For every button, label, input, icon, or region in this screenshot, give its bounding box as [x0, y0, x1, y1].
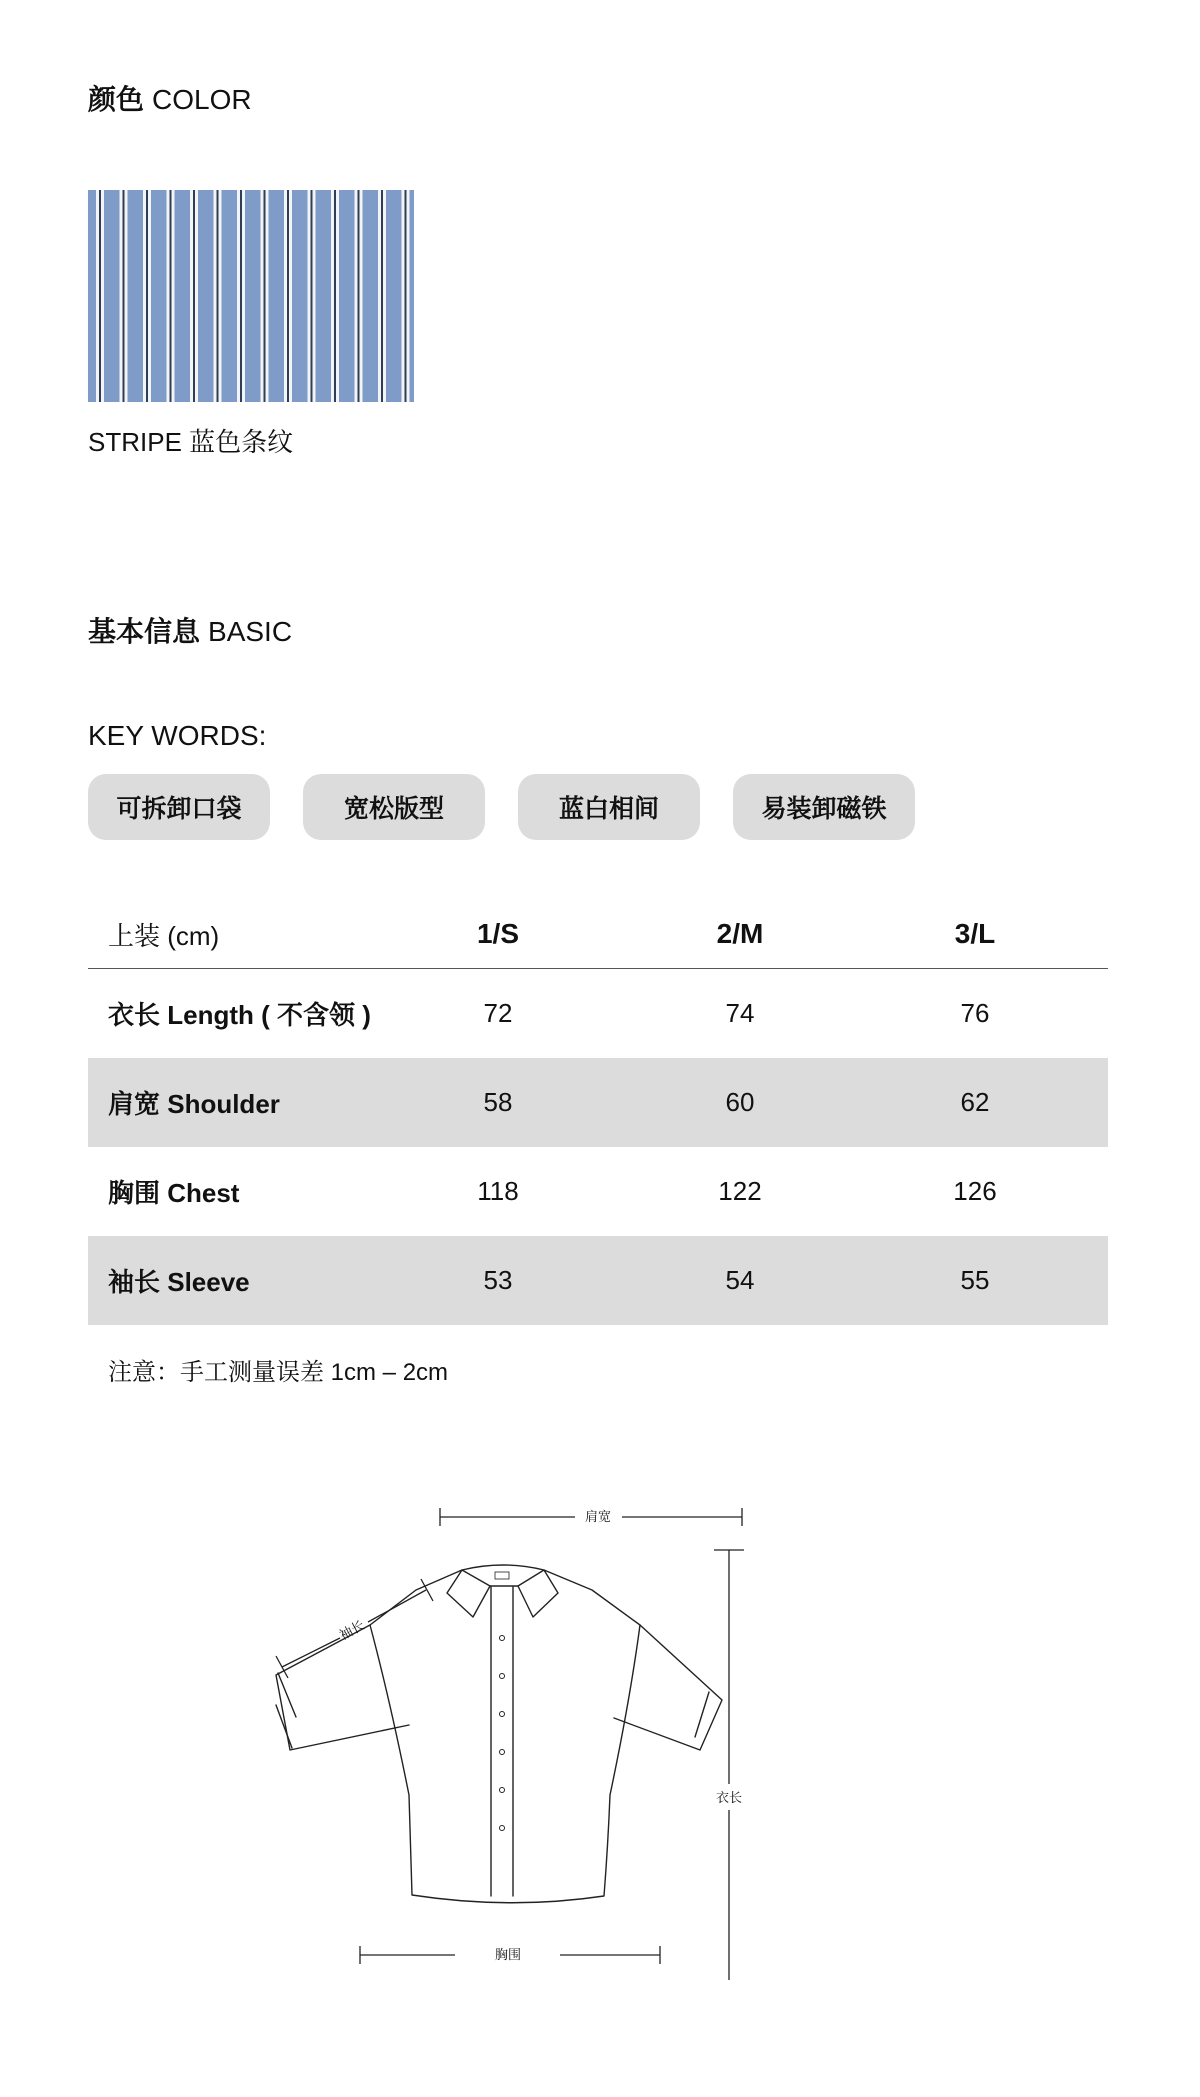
- header-size-m: 2/M: [716, 918, 764, 949]
- fabric-stripe: [355, 190, 358, 402]
- basic-heading-en: BASIC: [208, 616, 293, 647]
- shirt-button: [500, 1826, 505, 1831]
- placket-line: [491, 1587, 513, 1896]
- fabric-stripe: [120, 190, 123, 402]
- collar-label-tag: [495, 1572, 509, 1579]
- fabric-stripe: [261, 190, 264, 402]
- fabric-stripe: [125, 190, 128, 402]
- fabric-stripe: [146, 190, 148, 402]
- buttons: [500, 1636, 505, 1831]
- fabric-stripe: [214, 190, 217, 402]
- fabric-stripe: [264, 190, 266, 402]
- measurement-note: 注意：手工测量误差 1cm – 2cm: [108, 1359, 449, 1386]
- stripe-fabric-swatch: [88, 190, 414, 402]
- row-label: 肩宽 Shoulder: [108, 1089, 280, 1119]
- table-row: [88, 1236, 1108, 1325]
- table-cell: 54: [725, 1265, 755, 1295]
- table-header-row: [88, 900, 1108, 969]
- fabric-stripe: [148, 190, 151, 402]
- fabric-stripe: [96, 190, 99, 402]
- fabric-stripe: [242, 190, 245, 402]
- table-cell: 126: [953, 1176, 997, 1206]
- fabric-stripe: [405, 190, 407, 402]
- shirt-body-outline: [370, 1570, 640, 1903]
- fabric-stripe: [123, 190, 125, 402]
- shirt-button: [500, 1674, 505, 1679]
- fabric-stripe: [308, 190, 311, 402]
- shirt-measurement-diagram: [240, 1490, 1020, 1980]
- keyword-tag: 宽松版型: [303, 774, 485, 840]
- fabric-stripe: [172, 190, 175, 402]
- chest-label: 胸围: [494, 1947, 522, 1962]
- table-cell: 118: [477, 1176, 519, 1206]
- fabric-stripe: [336, 190, 339, 402]
- size-table: [88, 900, 1108, 1325]
- table-cell: 53: [483, 1265, 513, 1295]
- fabric-stripe: [237, 190, 240, 402]
- row-label: 袖长 Sleeve: [108, 1267, 250, 1297]
- color-section-heading: [88, 78, 252, 118]
- fabric-stripe: [287, 190, 289, 402]
- shirt-button: [500, 1788, 505, 1793]
- fabric-stripe: [284, 190, 287, 402]
- row-label: 胸围 Chest: [108, 1178, 240, 1208]
- fabric-stripe: [266, 190, 269, 402]
- shirt-button: [500, 1750, 505, 1755]
- fabric-stripe: [219, 190, 222, 402]
- keywords-label: KEY WORDS:: [88, 720, 267, 751]
- table-cell: 76: [960, 998, 990, 1028]
- fabric-stripe: [240, 190, 242, 402]
- row-label: 衣长 Length ( 不含领 ): [108, 1000, 371, 1030]
- fabric-stripe: [170, 190, 172, 402]
- table-cell: 60: [725, 1087, 755, 1117]
- length-label: 衣长: [715, 1790, 743, 1805]
- table-row: [88, 1058, 1108, 1147]
- fabric-stripe: [360, 190, 363, 402]
- header-size-s: 1/S: [476, 918, 520, 949]
- fabric-stripe: [381, 190, 383, 402]
- fabric-stripe: [167, 190, 170, 402]
- keyword-tag: 可拆卸口袋: [88, 774, 270, 840]
- left-cuff-line: [276, 1673, 296, 1748]
- shirt-button: [500, 1636, 505, 1641]
- table-row: [88, 1147, 1108, 1236]
- table-cell: 74: [725, 998, 755, 1028]
- fabric-stripe: [217, 190, 219, 402]
- header-size-l: 3/L: [954, 918, 996, 949]
- shirt-button: [500, 1712, 505, 1717]
- basic-heading-zh: 基本信息: [88, 616, 201, 647]
- right-cuff-line: [695, 1692, 709, 1737]
- color-heading-en: COLOR: [152, 84, 252, 115]
- fabric-stripe: [99, 190, 101, 402]
- color-heading-zh: 颜色: [88, 84, 145, 115]
- fabric-stripe: [378, 190, 381, 402]
- fabric-stripe: [383, 190, 386, 402]
- fabric-stripe: [407, 190, 410, 402]
- table-cell: 122: [718, 1176, 762, 1206]
- shoulder-label: 肩宽: [584, 1509, 612, 1524]
- fabric-stripe: [193, 190, 195, 402]
- fabric-stripe: [311, 190, 313, 402]
- fabric-stripe: [195, 190, 198, 402]
- table-cell: 58: [483, 1087, 513, 1117]
- table-cell: 72: [483, 998, 513, 1028]
- fabric-stripe: [331, 190, 334, 402]
- fabric-stripe: [101, 190, 104, 402]
- header-category: 上装 (cm): [108, 920, 220, 951]
- keyword-tag: 蓝白相间: [518, 774, 700, 840]
- fabric-stripe: [402, 190, 405, 402]
- left-sleeve-outline: [276, 1625, 409, 1750]
- table-cell: 55: [960, 1265, 990, 1295]
- basic-section-heading: [88, 610, 292, 650]
- table-cell: 62: [960, 1087, 990, 1117]
- fabric-stripe: [334, 190, 336, 402]
- table-row: [88, 969, 1108, 1058]
- fabric-stripe: [143, 190, 146, 402]
- length-measure-line: [714, 1550, 744, 1980]
- sleeve-label: 袖长: [336, 1617, 367, 1643]
- swatch-label: STRIPE 蓝色条纹: [88, 427, 294, 457]
- fabric-stripe: [313, 190, 316, 402]
- fabric-stripe: [190, 190, 193, 402]
- keyword-tag: 易装卸磁铁: [733, 774, 915, 840]
- fabric-stripe: [358, 190, 360, 402]
- fabric-stripe: [289, 190, 292, 402]
